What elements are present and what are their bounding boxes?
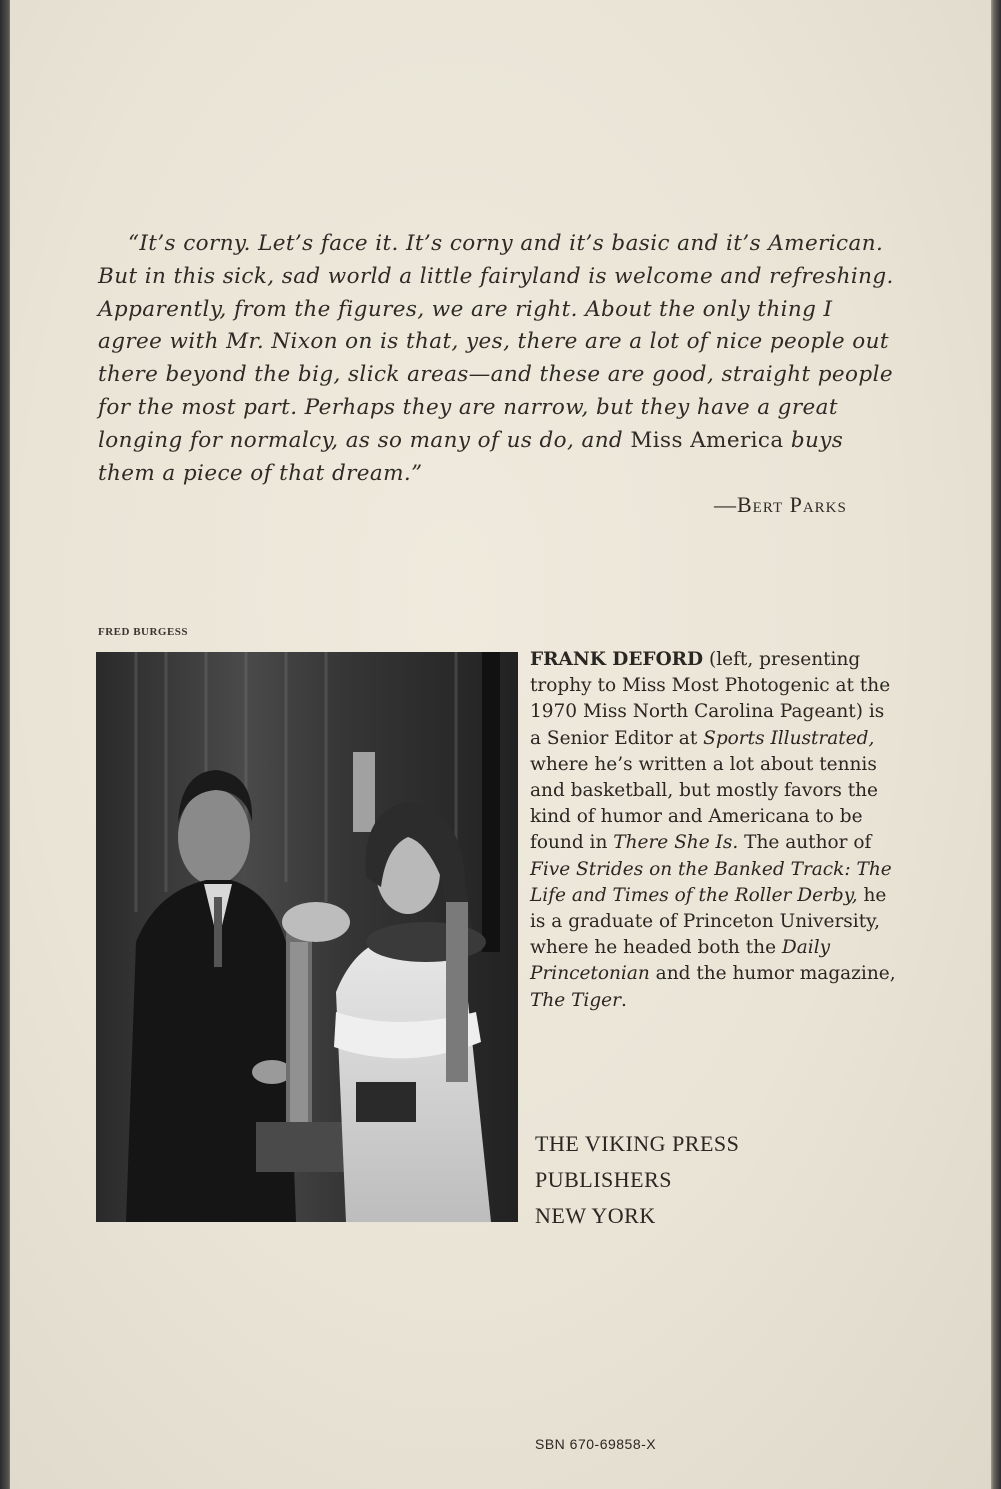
- quote-text-part-1: “It’s corny. Let’s face it. It’s corny and it’s basic and it’s American. But in this sick, sad world a little fairyland is welcome and refreshing. Apparently, from the figures, we are right. About the only thing I agree with Mr. Nixon on is that, yes, there are a lot of nice people out there beyond the big, slick areas—and these are good, straight people for the most part. Perhaps they are narrow, but they have a great longing for normalcy, as so many of us do, and: [98, 231, 894, 453]
- publisher-block: [535, 1126, 739, 1234]
- publisher-label: PUBLISHERS: [535, 1167, 673, 1192]
- bio-text-1: (left, presenting trophy to Miss Most Photogenic at the 1970 Miss North Carolina Pageant) is a Senior Editor at: [530, 649, 891, 749]
- back-cover: [10, 0, 991, 1489]
- publisher-name: THE VIKING PRESS: [535, 1131, 740, 1156]
- bio-other-book: Five Strides on the Banked Track: The Life and Times of the Roller Derby,: [530, 858, 892, 906]
- bio-humor-magazine: The Tiger: [530, 989, 621, 1011]
- quote-text-part-2: buys them a piece of that dream.”: [98, 427, 844, 486]
- isbn-number: SBN 670-69858-X: [535, 1436, 657, 1452]
- quote-attribution: —Bert Parks: [714, 492, 847, 517]
- bio-text-6: .: [620, 989, 627, 1011]
- bio-text-2: where he’s written a lot about tennis and basketball, but mostly favors the kind of humor and Americana to be found in: [530, 753, 879, 854]
- author-name: FRANK DEFORD: [530, 649, 704, 670]
- bio-text-5: and the humor magazine,: [649, 963, 896, 985]
- photo-credit: FRED BURGESS: [98, 626, 189, 638]
- pull-quote: [98, 228, 898, 490]
- publisher-city: NEW YORK: [535, 1203, 656, 1228]
- bio-text-4: he is a graduate of Princeton University, where he headed both the: [530, 884, 887, 959]
- bio-text-3: The author of: [738, 832, 872, 854]
- author-bio: [530, 647, 900, 1014]
- bio-book-title: There She Is.: [613, 832, 739, 854]
- quote-title-roman: Miss America: [630, 427, 784, 453]
- author-photo: [96, 652, 518, 1222]
- bio-magazine: Sports Illustrated,: [703, 727, 875, 749]
- bio-newspaper: Daily Princetonian: [530, 937, 831, 985]
